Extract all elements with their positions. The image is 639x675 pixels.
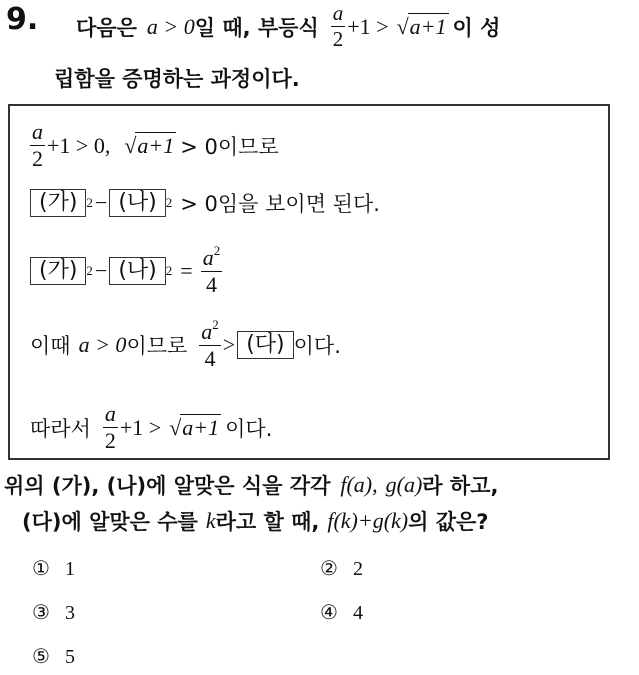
stem-fraction-a-over-2 — [331, 2, 346, 51]
stem-plus-one-gt: +1 > — [347, 13, 389, 39]
square-exponent: 2 — [165, 262, 173, 278]
choice-mark: ⑤ — [32, 646, 50, 668]
frac-den: 2 — [32, 146, 43, 172]
frac-num: a — [202, 245, 214, 270]
question-stem-line1 — [76, 2, 500, 51]
proof-l1-tail: > 0이므로 — [180, 134, 279, 159]
question-number: 9. — [6, 2, 39, 37]
proof-line-3 — [30, 244, 222, 297]
proof-l2-tail: > 0임을 보이면 된다. — [180, 192, 380, 216]
proof-l4-text-c: 이므로 — [126, 333, 188, 358]
followup-text-a: 위의 (가), (나)에 알맞은 식을 각각 — [4, 474, 331, 498]
followup-comma: , — [372, 472, 378, 497]
followup-text-e: 의 값은? — [408, 510, 489, 534]
frac-denominator: 2 — [332, 27, 344, 52]
proof-line-1 — [30, 120, 279, 171]
frac-num: a — [201, 319, 213, 344]
frac-numerator: a — [332, 1, 344, 25]
choice-mark: ④ — [320, 602, 338, 624]
proof-line-2 — [30, 188, 380, 218]
proof-box — [8, 104, 610, 460]
stem-sqrt: √a+1 — [396, 13, 447, 39]
choice-mark: ② — [320, 558, 338, 580]
blank-ga: (가) — [30, 189, 86, 217]
frac-den: 2 — [104, 428, 116, 454]
followup-line-1 — [4, 470, 498, 500]
sqrt-radicand: a+1 — [409, 13, 447, 39]
blank-ga: (가) — [30, 257, 86, 285]
minus-sign: − — [94, 257, 108, 283]
followup-fa: f(a) — [340, 472, 373, 497]
choice-mark: ③ — [32, 602, 50, 624]
frac-a-squared-over-4 — [199, 318, 221, 371]
choice-value: 5 — [64, 646, 75, 668]
stem-text-c: 일 때, 부등식 — [194, 15, 319, 40]
choice-value: 2 — [352, 558, 363, 580]
frac-a-over-2 — [103, 402, 118, 453]
equals-sign: = — [180, 257, 193, 283]
square-exponent: 2 — [213, 243, 221, 258]
proof-l1-radicand: a+1 — [137, 132, 175, 158]
followup-text-d: 라고 할 때, — [215, 510, 320, 534]
proof-l5-end: 이다. — [225, 416, 273, 441]
proof-l5-plus-one-gt: +1 > — [119, 414, 162, 440]
choice-value: 4 — [352, 602, 363, 624]
proof-l4-text-a: 이때 — [30, 333, 71, 358]
proof-l5-sqrt: √a+1 — [169, 414, 220, 440]
stem-text-d: 이 성 — [452, 15, 501, 40]
gt-sign: > — [222, 331, 236, 357]
proof-l4-end: 이다. — [293, 333, 341, 358]
choice-value: 3 — [64, 602, 75, 624]
choice-4[interactable] — [320, 600, 363, 625]
blank-na: (나) — [109, 189, 165, 217]
minus-sign: − — [94, 190, 108, 215]
choice-3[interactable] — [32, 600, 75, 625]
blank-da: (다) — [237, 331, 293, 359]
frac-den: 4 — [204, 346, 216, 372]
proof-l4-cond: a > 0 — [78, 331, 127, 357]
frac-a-squared-over-4 — [201, 244, 223, 297]
proof-l1-sqrt: √a+1 — [124, 132, 175, 158]
frac-a-over-2 — [30, 120, 45, 171]
followup-ga: g(a) — [385, 472, 423, 497]
frac-num: a — [32, 119, 43, 144]
followup-text-c: (다)에 알맞은 수를 — [22, 510, 198, 534]
proof-l1-gt0: +1 > 0, — [47, 132, 111, 158]
frac-num: a — [104, 401, 116, 426]
choice-mark: ① — [32, 558, 50, 580]
blank-na: (나) — [109, 257, 165, 285]
proof-l5-radicand: a+1 — [182, 414, 220, 440]
choice-value: 1 — [64, 558, 75, 580]
square-exponent: 2 — [165, 195, 173, 210]
followup-line-2 — [22, 506, 489, 536]
followup-text-b: 라 하고, — [422, 474, 499, 498]
followup-k: k — [205, 508, 216, 533]
choice-1[interactable] — [32, 556, 75, 581]
question-stem-line2: 립함을 증명하는 과정이다. — [54, 67, 300, 91]
proof-l5-text-a: 따라서 — [30, 416, 91, 441]
proof-line-5 — [30, 402, 272, 453]
square-exponent: 2 — [86, 195, 93, 210]
choice-2[interactable] — [320, 556, 363, 581]
frac-den: 4 — [205, 272, 217, 298]
proof-line-4 — [30, 318, 341, 371]
followup-expr: f(k)+g(k) — [327, 508, 409, 533]
stem-cond-a-gt-0: a > 0 — [146, 13, 195, 39]
square-exponent: 2 — [212, 317, 219, 332]
stem-text-a: 다음은 — [76, 15, 137, 40]
square-exponent: 2 — [86, 262, 93, 278]
choice-5[interactable] — [32, 644, 75, 669]
